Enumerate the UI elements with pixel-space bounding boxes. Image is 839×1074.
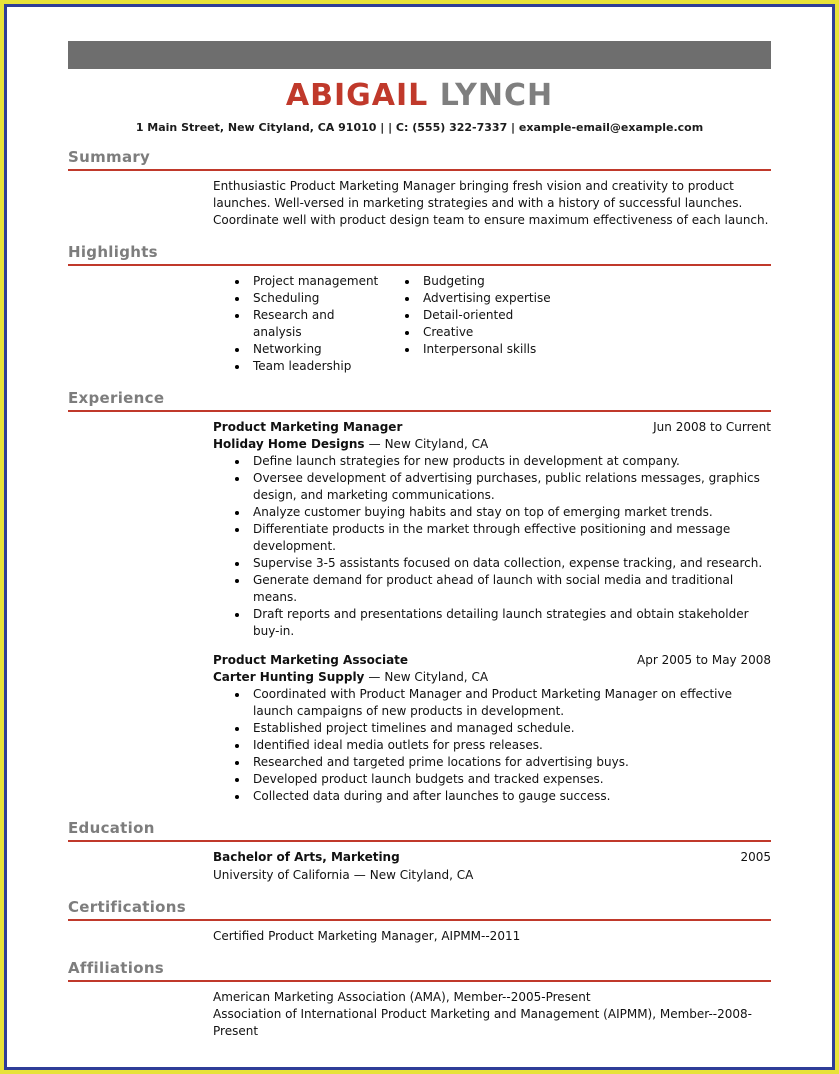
affiliation-item: American Marketing Association (AMA), Member--2005-Present <box>213 989 591 1004</box>
school-location: New Cityland, CA <box>369 867 474 882</box>
job-bullet: Collected data during and after launches to gauge success. <box>213 788 771 805</box>
job-bullet: Oversee development of advertising purchases, public relations messages, graphics design, and marketing communications. <box>213 470 771 504</box>
degree: Bachelor of Arts, Marketing <box>213 850 400 865</box>
inner-blue-border <box>4 4 835 1070</box>
section-affiliations <box>68 959 771 1040</box>
job-bullet: Developed product launch budgets and tracked expenses. <box>213 771 771 788</box>
highlight-item: Advertising expertise <box>383 290 771 307</box>
job-title: Product Marketing Manager <box>213 419 403 434</box>
company-name: Holiday Home Designs <box>213 436 365 451</box>
section-title-certifications: Certifications <box>68 898 771 921</box>
experience-body <box>213 412 771 806</box>
summary-body <box>213 171 771 229</box>
section-summary <box>68 148 771 229</box>
certification-item: Certified Product Marketing Manager, AIPMM--2011 <box>213 928 521 943</box>
section-title-education: Education <box>68 819 771 842</box>
section-experience <box>68 389 771 806</box>
highlights-column-1 <box>213 273 383 375</box>
company-name: Carter Hunting Supply <box>213 670 365 685</box>
job-header <box>213 419 771 436</box>
highlight-item: Research and analysis <box>213 307 383 341</box>
section-certifications <box>68 898 771 945</box>
highlight-item: Detail-oriented <box>383 307 771 324</box>
first-name: ABIGAIL <box>285 78 429 113</box>
highlight-item: Project management <box>213 273 383 290</box>
affiliations-body <box>213 982 771 1040</box>
job-bullet: Define launch strategies for new products in development at company. <box>213 453 771 470</box>
education-body <box>213 842 771 883</box>
job-bullet: Differentiate products in the market through effective positioning and message development. <box>213 521 771 555</box>
job-bullet-list <box>213 686 771 805</box>
highlight-item: Scheduling <box>213 290 383 307</box>
job-bullet: Established project timelines and managed schedule. <box>213 720 771 737</box>
job-company-line <box>213 669 771 686</box>
section-title-experience: Experience <box>68 389 771 412</box>
job-bullet-list <box>213 453 771 640</box>
job-bullet: Researched and targeted prime locations for advertising buys. <box>213 754 771 771</box>
dash-separator: — <box>368 670 381 685</box>
graduation-year: 2005 <box>740 850 771 865</box>
job-bullet: Generate demand for product ahead of launch with social media and traditional means. <box>213 572 771 606</box>
job-location: New Cityland, CA <box>384 670 489 685</box>
job-dates: Jun 2008 to Current <box>653 419 771 434</box>
highlight-item: Creative <box>383 324 771 341</box>
job-bullet: Identified ideal media outlets for press releases. <box>213 737 771 754</box>
job-header <box>213 652 771 669</box>
section-education <box>68 819 771 883</box>
section-highlights <box>68 243 771 375</box>
education-header <box>213 849 771 866</box>
highlights-body <box>213 266 771 375</box>
last-name: LYNCH <box>439 78 554 113</box>
certifications-body <box>213 921 771 945</box>
job-location: New Cityland, CA <box>384 436 489 451</box>
job-bullet: Supervise 3-5 assistants focused on data collection, expense tracking, and research. <box>213 555 771 572</box>
school-name: University of California <box>213 867 350 882</box>
job-entry <box>213 419 771 640</box>
highlight-item: Networking <box>213 341 383 358</box>
job-bullet: Coordinated with Product Manager and Product Marketing Manager on effective launch campaigns of new products in development. <box>213 686 771 720</box>
job-dates: Apr 2005 to May 2008 <box>637 653 771 668</box>
job-bullet: Analyze customer buying habits and stay on top of emerging market trends. <box>213 504 771 521</box>
highlights-column-2 <box>383 273 771 375</box>
header-bar <box>68 41 771 69</box>
highlights-columns <box>213 273 771 375</box>
section-title-summary: Summary <box>68 148 771 171</box>
job-entry <box>213 652 771 805</box>
school-line <box>213 867 771 884</box>
dash-separator: — <box>353 867 366 882</box>
summary-text: Enthusiastic Product Marketing Manager bringing fresh vision and creativity to product launches. Well-versed in marketing strategies and with a history of successful launches. Coordinate well with product design team to ensure maximum effectiveness of each launch. <box>213 178 769 227</box>
highlight-item: Budgeting <box>383 273 771 290</box>
job-company-line <box>213 436 771 453</box>
highlight-item: Interpersonal skills <box>383 341 771 358</box>
highlight-item: Team leadership <box>213 358 383 375</box>
contact-line: 1 Main Street, New Cityland, CA 91010 | | C: (555) 322-7337 | example-email@example.com <box>135 120 704 134</box>
section-title-highlights: Highlights <box>68 243 771 266</box>
job-bullet: Draft reports and presentations detailing launch strategies and obtain stakeholder buy-in. <box>213 606 771 640</box>
resume-page <box>7 7 832 1067</box>
job-title: Product Marketing Associate <box>213 653 409 668</box>
affiliation-item: Association of International Product Marketing and Management (AIPMM), Member--2008-Present <box>213 1006 752 1038</box>
dash-separator: — <box>368 436 381 451</box>
section-title-affiliations: Affiliations <box>68 959 771 982</box>
candidate-name <box>68 79 771 114</box>
